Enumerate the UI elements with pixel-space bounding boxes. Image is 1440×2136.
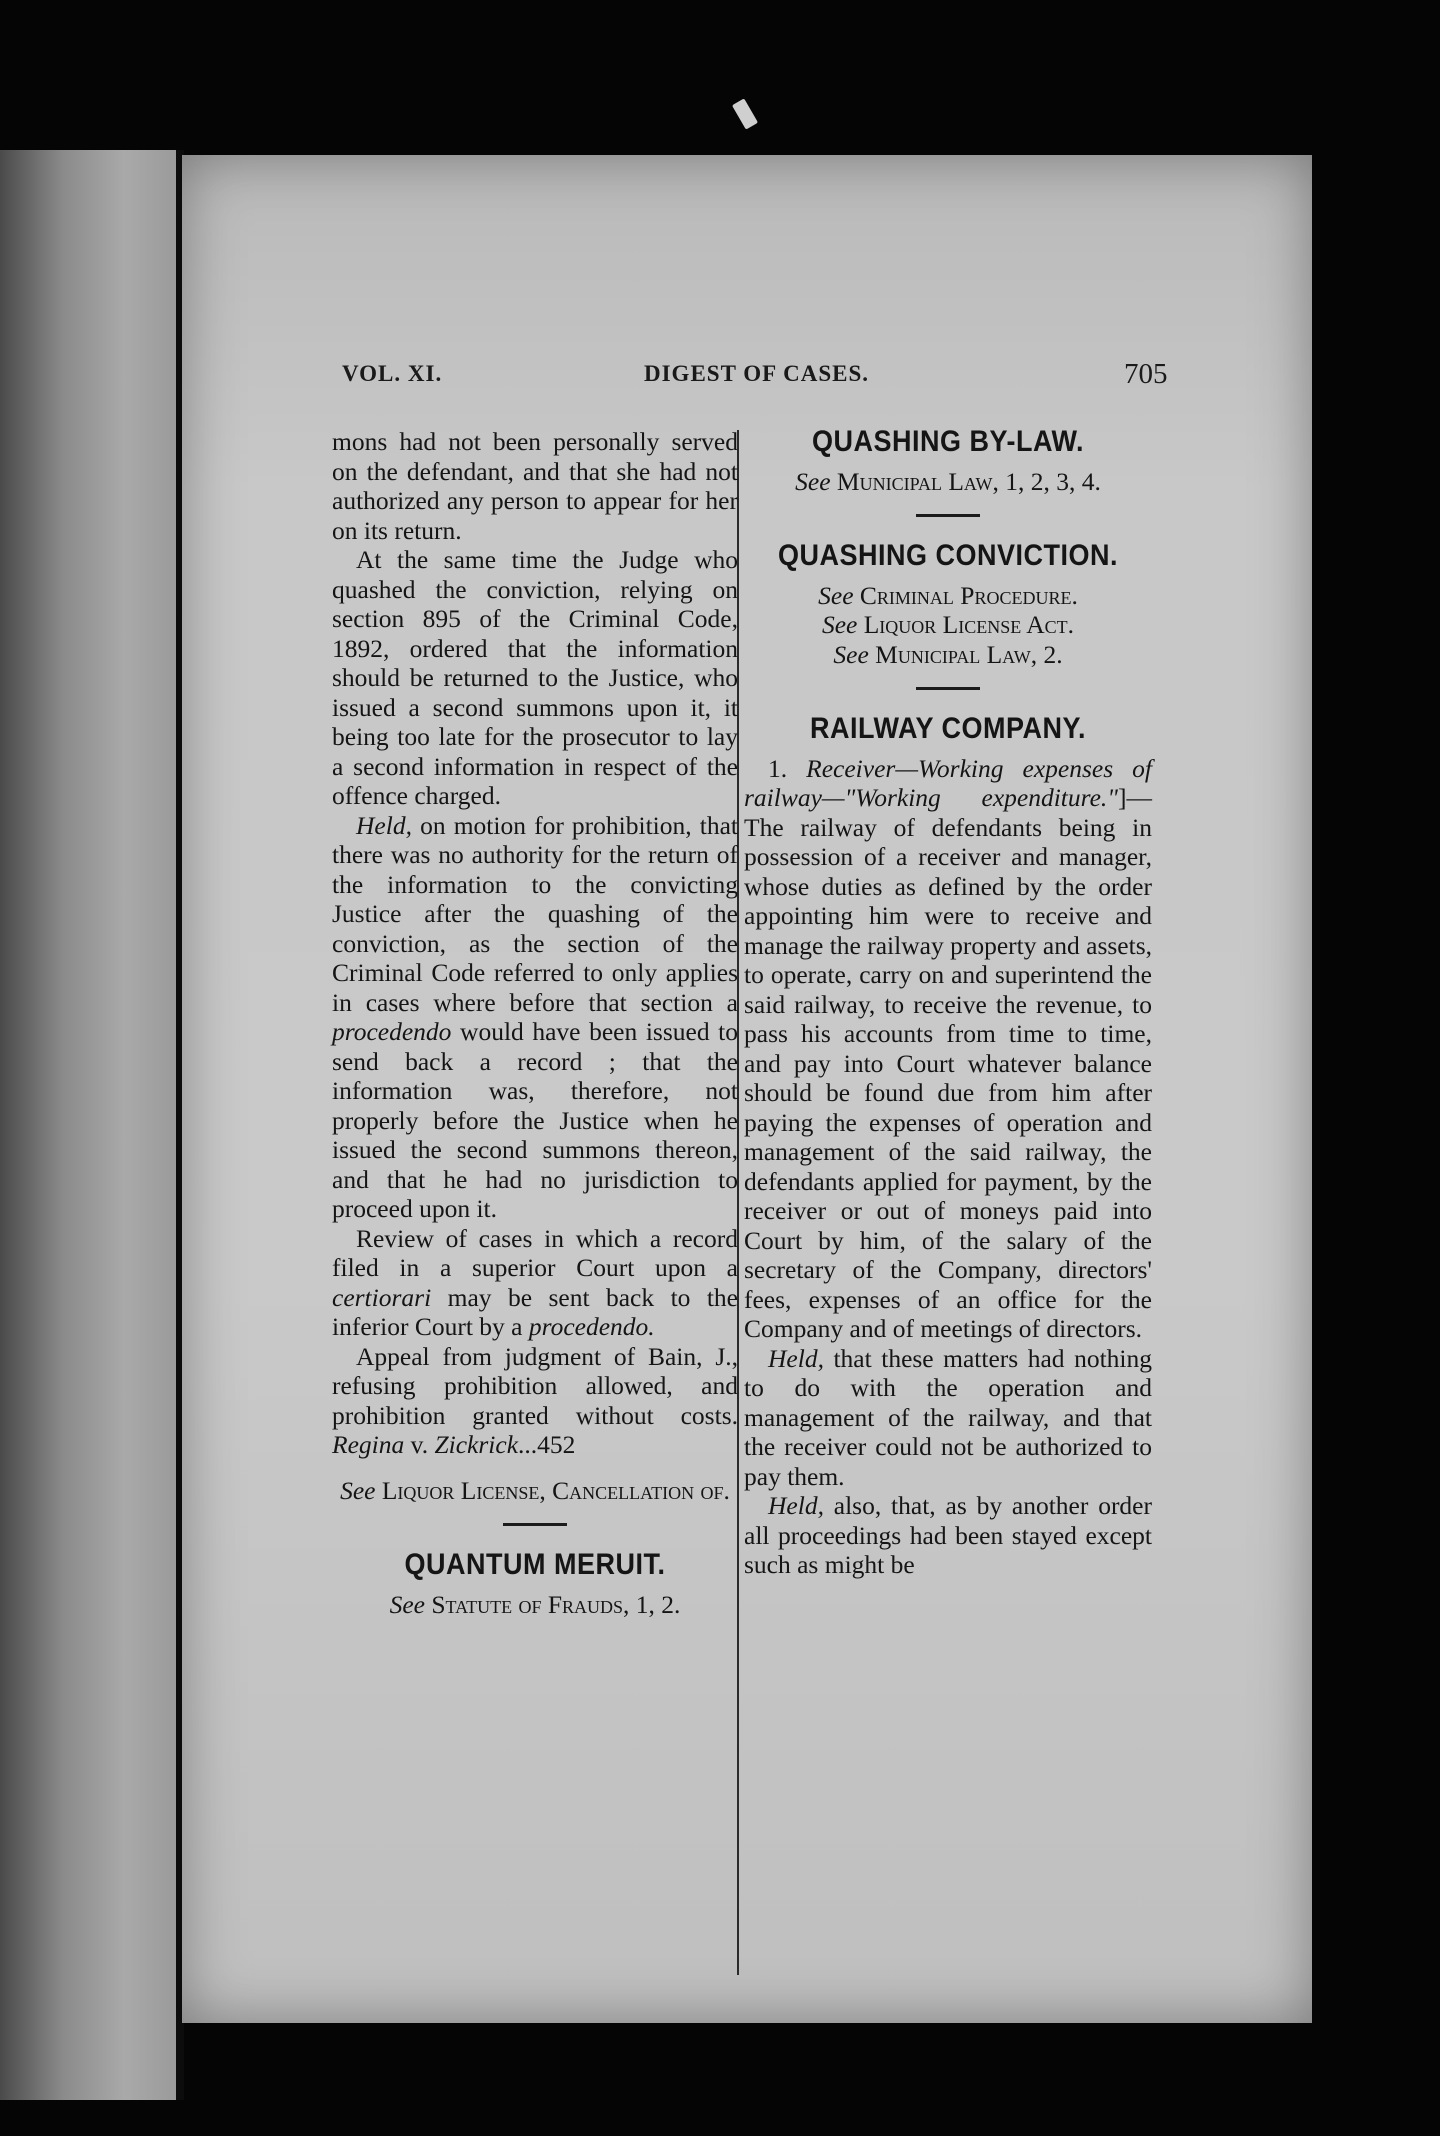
procedendo-term-2: procedendo. [528,1312,655,1341]
review-text-1: Review of cases in which a record filed in a superior Court upon a [332,1223,738,1282]
held-word: Held, [356,810,412,840]
case-party: Zickrick [434,1430,519,1459]
procedendo-term: procedendo [332,1017,452,1046]
section-rule [503,1523,567,1526]
held-text: that these matters had nothing to do with the operation and management of the railway, and that the receiver could not be authorized to pay them. [744,1343,1152,1491]
case-citation [332,1430,575,1459]
appeal-paragraph [332,1342,738,1460]
appeal-text: Appeal from judgment of Bain, J., refusing prohibition allowed, and prohibition granted without costs. [332,1341,738,1430]
running-head-title: DIGEST OF CASES. [644,361,869,386]
see-word: See [821,610,858,639]
section-rule [916,687,980,690]
item-number: 1. [768,753,788,783]
page-number: 705 [1124,358,1168,390]
held-paragraph-1 [744,1344,1152,1492]
scan-artifact-mark [732,98,758,129]
heading-quashing-conviction: QUASHING CONVICTION. [777,538,1118,572]
case-page: ...452 [518,1430,576,1459]
held-text-2: would have been issued to send back a record ; that the information was, therefore, not properly before the Justice when he issued the second summons thereon, and that he had no jurisdiction to proceed upon it. [332,1017,738,1223]
see-word: See [340,1475,376,1505]
see-reference: Municipal Law, 1, 2, 3, 4. [836,466,1101,496]
cross-reference [744,640,1152,670]
held-paragraph-2 [744,1491,1152,1580]
held-text: also, that, as by another order all proceedings had been stayed except such as might be [744,1491,1152,1579]
book-page [182,155,1312,2023]
item-text: ]—The railway of defendants being in possession of a receiver and manager, whose duties as defined by the order appointing him were to receive and manage the railway property and assets, to operate, carry on and superintend the said railway, to receive the revenue, to pass his accounts from time to time, and pay into Court whatever balance should be found due from him after paying the expenses of operation and management of the said railway, the defendants applied for payment, by the receiver or out of moneys paid into Court by him, of the salary of the secretary of the Company, directors' fees, expenses of an office for the Company and of meetings of directors. [744,783,1152,1343]
adjacent-page-edge [0,150,178,2100]
see-reference: Liquor License Act. [863,610,1075,639]
running-head-volume: VOL. XI. [342,361,443,386]
left-column [332,427,738,1619]
review-text-2: may be sent back to the inferior Court by a [332,1282,738,1341]
certiorari-term: certiorari [332,1282,432,1312]
continued-paragraph: mons had not been personally served on the defendant, and that she had not authorized any person to appear for her on its return. [332,427,738,545]
case-name: Regina [332,1430,405,1459]
railway-item-1 [744,754,1152,1344]
heading-railway-company: RAILWAY COMPANY. [809,711,1087,745]
cross-reference [332,1476,738,1506]
judge-paragraph: At the same time the Judge who quashed the conviction, relying on section 895 of the Criminal Code, 1892, ordered that the information should be returned to the Justice, who issued a second summons upon it, it being too late for the prosecutor to lay a second information in respect of the offence charged. [332,545,738,810]
held-word: Held, [768,1491,824,1520]
cross-reference [744,467,1152,497]
see-word: See [833,639,869,669]
cross-reference [744,610,1152,640]
held-paragraph [332,811,738,1224]
case-v: v. [404,1430,435,1459]
heading-quantum-meruit: QUANTUM MERUIT. [404,1547,666,1581]
see-word: See [389,1589,425,1619]
cross-reference [744,581,1152,611]
review-paragraph [332,1224,738,1342]
see-word: See [818,580,854,610]
see-reference: Criminal Procedure. [859,580,1078,610]
held-text-1: on motion for prohibition, that there was no authority for the return of the information to the convicting Justice after the quashing of the conviction, as the section of the Criminal Code referred to only applies in cases where before that section a [332,810,738,1017]
see-word: See [795,466,831,496]
see-reference: Statute of Frauds, 1, 2. [431,1589,681,1619]
right-column [744,424,1152,1580]
heading-quashing-by-law: QUASHING BY-LAW. [811,424,1084,458]
section-rule [916,514,980,517]
see-reference: Municipal Law, 2. [875,639,1063,669]
item-title: Receiver—Working expenses of railway—"Working expenditure." [744,753,1152,812]
cross-reference [332,1590,738,1620]
see-reference: Liquor License, Cancellation of. [381,1475,730,1505]
held-word: Held, [768,1343,824,1373]
